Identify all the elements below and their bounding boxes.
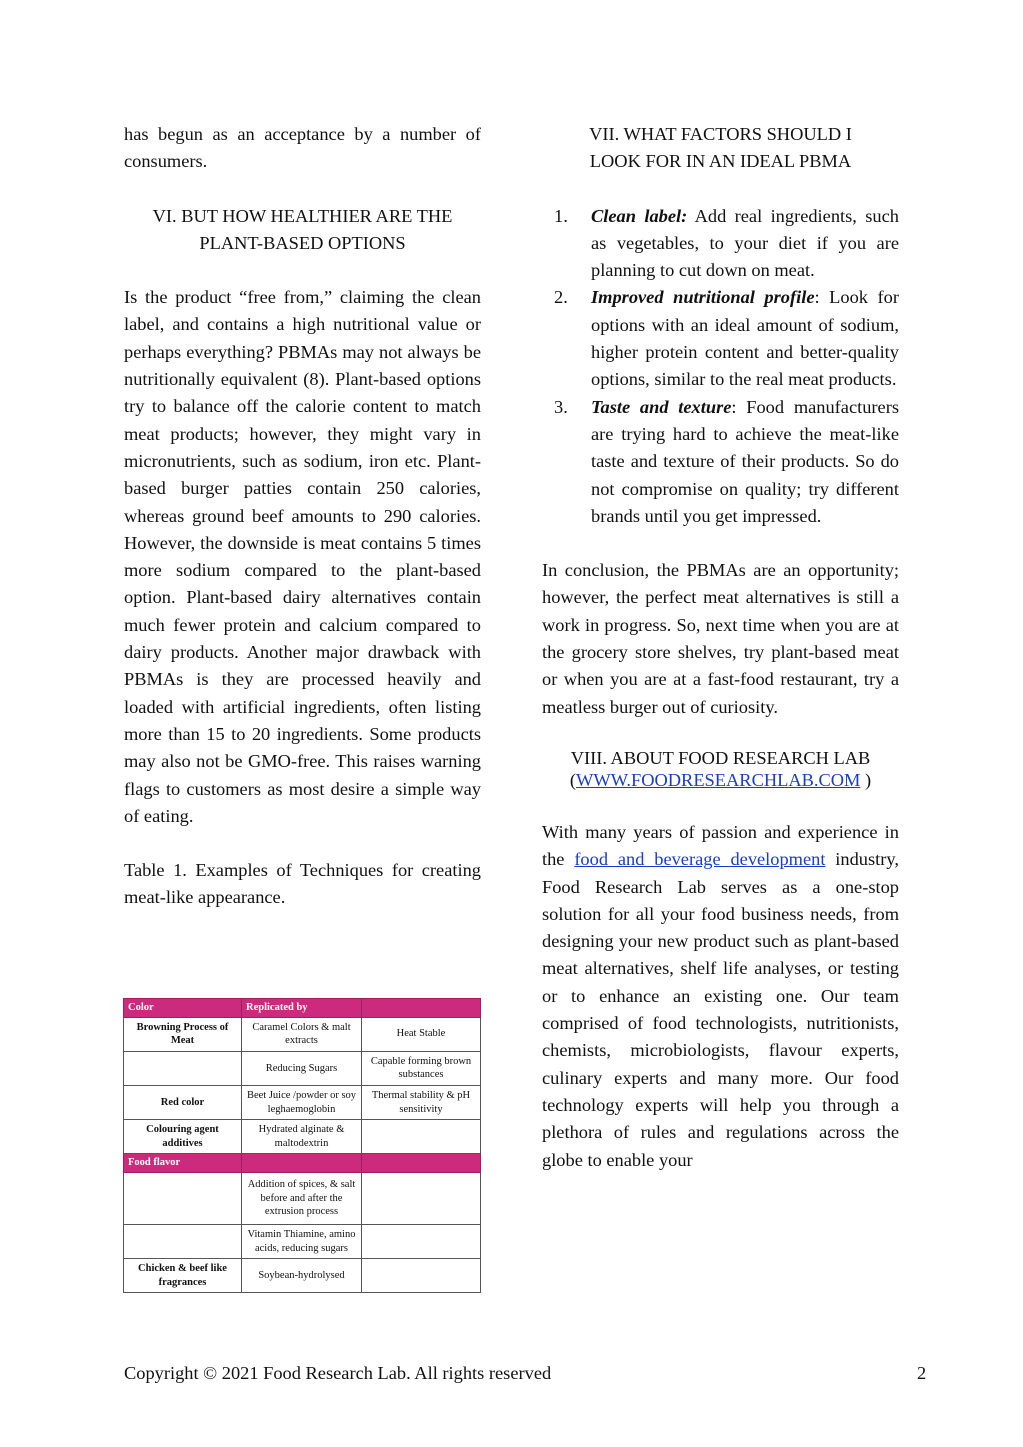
table-row bbox=[124, 1085, 481, 1119]
table-cell bbox=[124, 1172, 242, 1224]
table-cell: Capable forming brown substances bbox=[362, 1051, 481, 1085]
about-text-rest: industry, Food Research Lab serves as a one-stop solution for all your food business needs, from designing your new product such as plant-based meat alternatives, shelf life analyses, or testing or to enhance an existing one. Our team comprised of food technologists, nutritionists, chemists, microbiologists, flavour experts, culinary experts and many more. Our food technology experts will help you through a plethora of rules and regulations across the globe to enable your bbox=[542, 849, 899, 1170]
about-text-start: With many years of passion and experience in the bbox=[542, 821, 899, 870]
table-cell: Caramel Colors & malt extracts bbox=[242, 1017, 362, 1051]
techniques-table bbox=[123, 998, 481, 1293]
table-row bbox=[124, 1224, 481, 1258]
footer-copyright: Copyright © 2021 Food Research Lab. All rights reserved bbox=[124, 1363, 552, 1383]
food-beverage-development-link[interactable]: food and beverage development bbox=[574, 849, 826, 870]
section-6-body: Is the product “free from,” claiming the clean label, and contains a high nutritional value or perhaps everything? PBMAs may not always be nutritionally equivalent (8). Plant-based options try to balance off the calorie content to match meat products; however, they might vary in micronutrients, such as sodium, iron etc. Plant-based burger patties contain 250 calories, whereas ground beef amounts to 290 calories. However, the downside is meat contains 5 times more sodium compared to the plant-based option. Plant-based dairy alternatives contain much fewer protein and calcium compared to dairy products. Another major drawback with PBMAs is they are processed heavily and loaded with artificial ingredients, often listing more than 15 to 20 ingredients. Some products may also not be GMO-free. This raises warning flags to customers as most desire a simple way of eating. bbox=[124, 287, 481, 826]
list-number: 1. bbox=[554, 205, 568, 226]
table-cell: Vitamin Thiamine, amino acids, reducing sugars bbox=[242, 1224, 362, 1258]
table-header-cell: Color bbox=[124, 999, 242, 1018]
table-header-cell: Replicated by bbox=[242, 999, 362, 1018]
section-6-heading bbox=[124, 203, 481, 258]
table-cell: Red color bbox=[124, 1085, 242, 1119]
table-cell: Browning Process of Meat bbox=[124, 1017, 242, 1051]
table-cell bbox=[362, 1259, 481, 1293]
table-row bbox=[124, 1120, 481, 1154]
table-row bbox=[124, 1259, 481, 1293]
table-row bbox=[124, 1017, 481, 1051]
factor-text: : Look for options with an ideal amount of sodium, higher protein content and better-quality options, similar to the real meat products. bbox=[591, 287, 899, 390]
section-8-heading-line1: VIII. ABOUT FOOD RESEARCH LAB bbox=[570, 747, 871, 768]
factors-list bbox=[542, 203, 899, 531]
table-cell: Chicken & beef like fragrances bbox=[124, 1259, 242, 1293]
factor-text: : Food manufacturers are trying hard to achieve the meat-like taste and texture of their products. So do not compromise on quality; try different brands until you get impressed. bbox=[591, 396, 899, 526]
list-number: 2. bbox=[554, 287, 568, 308]
table-cell: Soybean-hydrolysed bbox=[242, 1259, 362, 1293]
section-7-heading bbox=[542, 121, 899, 176]
section-8-paren-close: ) bbox=[860, 769, 872, 790]
section-7-heading-line2: LOOK FOR IN AN IDEAL PBMA bbox=[589, 151, 852, 172]
left-column bbox=[124, 121, 481, 912]
table-header-cell bbox=[242, 1154, 362, 1173]
table-cell: Reducing Sugars bbox=[242, 1051, 362, 1085]
intro-text: has begun as an acceptance by a number of consumers. bbox=[124, 124, 481, 172]
table-cell bbox=[362, 1224, 481, 1258]
table-cell bbox=[362, 1172, 481, 1224]
table-cell bbox=[124, 1051, 242, 1085]
factor-lead: Improved nutritional profile bbox=[591, 287, 815, 308]
table-cell: Heat Stable bbox=[362, 1017, 481, 1051]
table-row bbox=[124, 1172, 481, 1224]
table-cell: Colouring agent additives bbox=[124, 1120, 242, 1154]
page-number: 2 bbox=[917, 1363, 927, 1383]
table-cell: Thermal stability & pH sensitivity bbox=[362, 1085, 481, 1119]
factor-lead: Clean label: bbox=[591, 205, 688, 226]
about-text bbox=[542, 819, 899, 1174]
conclusion-text: In conclusion, the PBMAs are an opportunity; however, the perfect meat alternatives is still a work in progress. So, next time when you are at the grocery store shelves, try plant-based meat or when you are at a fast-food restaurant, try a meatless burger out of curiosity. bbox=[542, 560, 899, 717]
list-item bbox=[542, 284, 899, 393]
table-cell: Addition of spices, & salt before and after the extrusion process bbox=[242, 1172, 362, 1224]
table-row bbox=[124, 1051, 481, 1085]
section-8-heading bbox=[542, 747, 899, 791]
table-cell bbox=[362, 1120, 481, 1154]
factor-lead: Taste and texture bbox=[591, 396, 732, 417]
table-cell: Hydrated alginate & maltodextrin bbox=[242, 1120, 362, 1154]
table-cell bbox=[124, 1224, 242, 1258]
list-item bbox=[542, 203, 899, 285]
list-number: 3. bbox=[554, 396, 568, 417]
website-link[interactable]: WWW.FOODRESEARCHLAB.COM bbox=[576, 769, 861, 790]
table-header-cell bbox=[362, 999, 481, 1018]
table-caption: Table 1. Examples of Techniques for creating meat-like appearance. bbox=[124, 860, 481, 908]
factor-text: Add real ingredients, such as vegetables, to your diet if you are planning to cut down on meat. bbox=[591, 205, 899, 281]
section-8-paren-open: ( bbox=[569, 769, 576, 790]
right-column bbox=[542, 121, 899, 1174]
table-header-cell bbox=[362, 1154, 481, 1173]
table-header-cell: Food flavor bbox=[124, 1154, 242, 1173]
section-6-heading-line1: VI. BUT HOW HEALTHIER ARE THE bbox=[152, 205, 453, 226]
table-cell: Beet Juice /powder or soy leghaemoglobin bbox=[242, 1085, 362, 1119]
section-6-heading-line2: PLANT-BASED OPTIONS bbox=[199, 232, 406, 253]
table-header-food-flavor bbox=[124, 1154, 481, 1173]
list-item bbox=[542, 394, 899, 530]
section-7-heading-line1: VII. WHAT FACTORS SHOULD I bbox=[589, 124, 852, 144]
table-header-color bbox=[124, 999, 481, 1018]
